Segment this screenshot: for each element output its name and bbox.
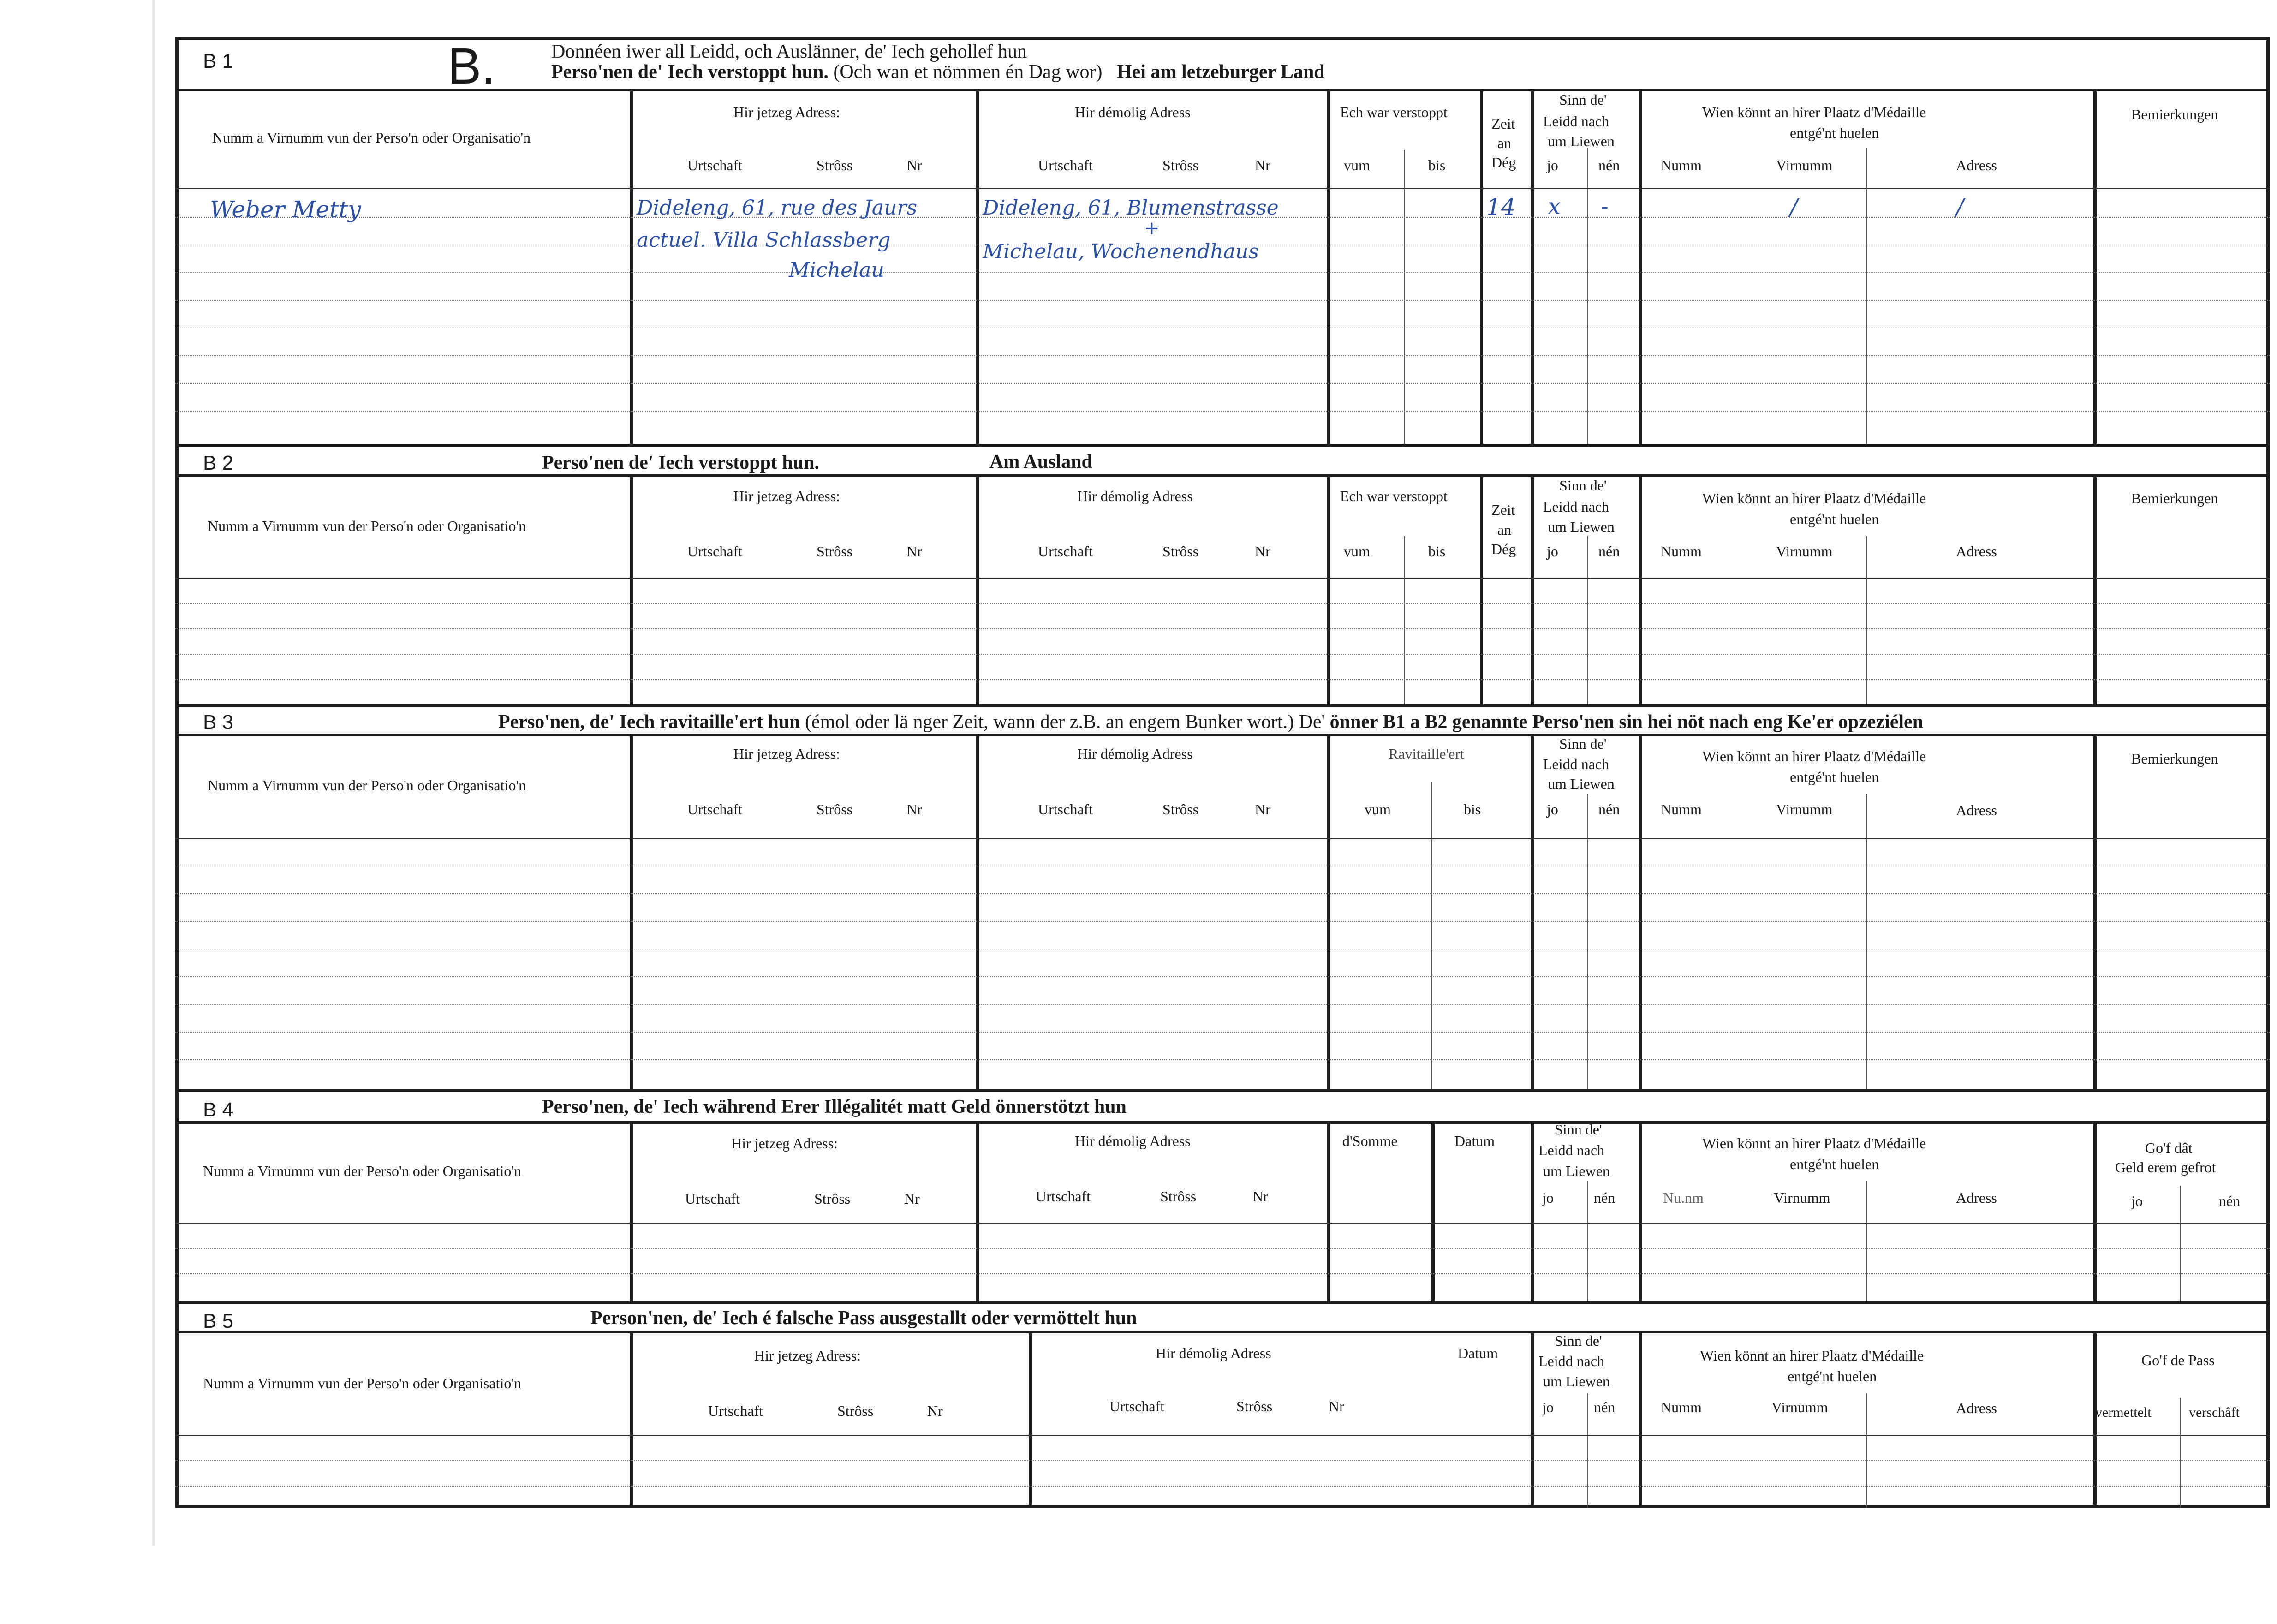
section-b1-title-line2 bbox=[551, 61, 1325, 83]
col-nen: nén bbox=[1594, 1399, 1615, 1415]
col-wien: entgé'nt huelen bbox=[1790, 511, 1879, 527]
col-numm: Numm bbox=[1661, 543, 1702, 560]
col-wien: Wien könnt an hirer Plaatz d'Médaille bbox=[1702, 1135, 1926, 1152]
entry-addr-then-plus: + bbox=[1144, 218, 1160, 239]
col-sinn: Sinn de' bbox=[1559, 477, 1607, 494]
col-stross: Strôss bbox=[1162, 543, 1199, 560]
col-stross: Strôss bbox=[817, 543, 853, 560]
col-sinn: Leidd nach bbox=[1538, 1142, 1605, 1158]
col-numm: Numm bbox=[1661, 157, 1702, 173]
col-zeit: Zeit bbox=[1491, 115, 1515, 132]
col-stross: Strôss bbox=[1162, 801, 1199, 818]
title-tail-normal: De' bbox=[1299, 711, 1325, 733]
col-addr-then-header: Hir démolig Adress bbox=[1077, 746, 1193, 762]
col-bemierkungen: Bemierkungen bbox=[2131, 106, 2218, 123]
entry-addr-now-line3: Michelau bbox=[789, 258, 884, 282]
section-id: B 2 bbox=[203, 452, 234, 474]
col-virnumm: Virnumm bbox=[1774, 1189, 1830, 1206]
entry-days: 14 bbox=[1486, 194, 1516, 221]
col-bemierkungen: Bemierkungen bbox=[2131, 490, 2218, 507]
col-sinn: Leidd nach bbox=[1543, 113, 1609, 130]
col-nr: Nr bbox=[1255, 801, 1270, 818]
col-sinn: Sinn de' bbox=[1559, 735, 1607, 752]
section-b3-header bbox=[175, 704, 2270, 736]
col-nr: Nr bbox=[1329, 1398, 1344, 1415]
entry-virnumm: / bbox=[1790, 194, 1798, 221]
col-name-header: Numm a Virnumm vun der Perso'n oder Organisatio'n bbox=[203, 1375, 522, 1391]
entry-addr-now-line1: Dideleng, 61, rue des Jaurs bbox=[637, 196, 918, 220]
col-sinn: um Liewen bbox=[1548, 519, 1615, 535]
section-id: B 3 bbox=[203, 711, 234, 734]
section-b5 bbox=[175, 1301, 2270, 1508]
col-nr: Nr bbox=[1255, 157, 1270, 173]
entry-adress: / bbox=[1956, 194, 1964, 221]
section-id: B 4 bbox=[203, 1099, 234, 1121]
col-sinn: Sinn de' bbox=[1559, 91, 1607, 108]
col-bis: bis bbox=[1464, 801, 1481, 818]
title-part-c: Hei am letzeburger Land bbox=[1117, 61, 1325, 83]
col-adress: Adress bbox=[1956, 157, 1997, 173]
col-addr-then-header: Hir démolig Adress bbox=[1075, 1133, 1191, 1149]
col-hidden-header: Ech war verstoppt bbox=[1340, 104, 1448, 120]
col-virnumm: Virnumm bbox=[1776, 801, 1833, 818]
entry-name: Weber Metty bbox=[210, 196, 361, 223]
col-vum: vum bbox=[1365, 801, 1391, 818]
col-zeit: Dég bbox=[1491, 154, 1516, 171]
col-sinn: um Liewen bbox=[1548, 133, 1615, 149]
paper-edge bbox=[152, 0, 155, 1546]
col-nen: nén bbox=[1598, 157, 1620, 173]
section-b3 bbox=[175, 704, 2270, 1089]
col-adress: Adress bbox=[1956, 543, 1997, 560]
col-sinn: Sinn de' bbox=[1555, 1121, 1602, 1138]
col-virnumm: Virnumm bbox=[1776, 157, 1833, 173]
col-nen: nén bbox=[1594, 1189, 1615, 1206]
col-hidden-header: Ech war verstoppt bbox=[1340, 488, 1448, 504]
col-nr: Nr bbox=[906, 543, 922, 560]
col-urtschaft: Urtschaft bbox=[708, 1403, 763, 1419]
entry-jo: x bbox=[1548, 193, 1561, 220]
section-id: B 1 bbox=[203, 50, 234, 72]
section-b4 bbox=[175, 1089, 2270, 1301]
col-virnumm: Virnumm bbox=[1776, 543, 1833, 560]
col-stross: Strôss bbox=[1162, 157, 1199, 173]
col-sinn: Sinn de' bbox=[1555, 1332, 1602, 1349]
col-somme: d'Somme bbox=[1342, 1133, 1398, 1149]
col-addr-now-header: Hir jetzeg Adress: bbox=[733, 104, 840, 120]
col-addr-then-header: Hir démolig Adress bbox=[1156, 1345, 1271, 1361]
col-jo: jo bbox=[1542, 1399, 1554, 1415]
col-sinn: Leidd nach bbox=[1543, 498, 1609, 515]
col-zeit: an bbox=[1497, 135, 1512, 151]
col-wien: entgé'nt huelen bbox=[1790, 769, 1879, 785]
col-wien: entgé'nt huelen bbox=[1790, 1156, 1879, 1172]
col-numm: Nu.nm bbox=[1663, 1189, 1704, 1206]
col-addr-now-header: Hir jetzeg Adress: bbox=[731, 1135, 838, 1152]
col-nr: Nr bbox=[1255, 543, 1270, 560]
col-datum: Datum bbox=[1458, 1345, 1498, 1361]
col-wien: Wien könnt an hirer Plaatz d'Médaille bbox=[1702, 490, 1926, 507]
col-sinn: um Liewen bbox=[1548, 776, 1615, 792]
col-urtschaft: Urtschaft bbox=[685, 1190, 740, 1207]
section-b2 bbox=[175, 444, 2270, 704]
section-b1-header bbox=[175, 37, 2270, 95]
col-name-header: Numm a Virnumm vun der Perso'n oder Organisatio'n bbox=[203, 1163, 522, 1179]
col-urtschaft: Urtschaft bbox=[1038, 801, 1093, 818]
title-part-a: Perso'nen de' Iech verstoppt hun. bbox=[551, 61, 829, 83]
col-urtschaft: Urtschaft bbox=[687, 157, 743, 173]
col-sinn: Leidd nach bbox=[1543, 756, 1609, 772]
col-adress: Adress bbox=[1956, 1400, 1997, 1416]
col-jo: jo bbox=[2131, 1193, 2143, 1209]
col-jo: jo bbox=[1542, 1189, 1554, 1206]
col-wien: entgé'nt huelen bbox=[1788, 1368, 1877, 1385]
col-urtschaft: Urtschaft bbox=[1038, 543, 1093, 560]
section-b1-title-line1: Donnéen iwer all Leidd, och Auslänner, de' Iech gehollef hun bbox=[551, 41, 1027, 62]
col-urtschaft: Urtschaft bbox=[1038, 157, 1093, 173]
col-nen: nén bbox=[1598, 801, 1620, 818]
col-bis: bis bbox=[1428, 543, 1446, 560]
col-addr-then-header: Hir démolig Adress bbox=[1077, 488, 1193, 504]
title-normal: (émol oder lä nger Zeit, wann der z.B. an engem Bunker wort.) bbox=[805, 711, 1294, 733]
entry-addr-then-line2: Michelau, Wochenendhaus bbox=[983, 240, 1259, 263]
col-vermettelt: vermettelt bbox=[2095, 1405, 2152, 1420]
col-stross: Strôss bbox=[814, 1190, 851, 1207]
col-stross: Strôss bbox=[817, 157, 853, 173]
col-wien: Wien könnt an hirer Plaatz d'Médaille bbox=[1702, 104, 1926, 120]
col-urtschaft: Urtschaft bbox=[1109, 1398, 1165, 1415]
col-gof-geld: Go'f dât bbox=[2145, 1140, 2193, 1156]
col-adress: Adress bbox=[1956, 802, 1997, 818]
col-jo: jo bbox=[1547, 543, 1558, 560]
col-verschaft: verschâft bbox=[2189, 1405, 2240, 1420]
col-stross: Strôss bbox=[837, 1403, 874, 1419]
col-sinn: um Liewen bbox=[1543, 1373, 1610, 1390]
section-b2-title: Perso'nen de' Iech verstoppt hun. bbox=[542, 452, 819, 473]
form-letter: B. bbox=[447, 38, 495, 95]
col-nen: nén bbox=[1598, 543, 1620, 560]
col-addr-now-header: Hir jetzeg Adress: bbox=[733, 488, 840, 504]
col-vum: vum bbox=[1344, 157, 1370, 173]
entry-addr-now-line2: actuel. Villa Schlassberg bbox=[637, 228, 891, 252]
col-sinn: Leidd nach bbox=[1538, 1353, 1605, 1369]
col-zeit: an bbox=[1497, 521, 1512, 538]
col-stross: Strôss bbox=[1160, 1188, 1197, 1205]
col-nr: Nr bbox=[906, 157, 922, 173]
col-stross: Strôss bbox=[1236, 1398, 1273, 1415]
entry-addr-then-line1: Dideleng, 61, Blumenstrasse bbox=[983, 196, 1279, 220]
section-b4-header bbox=[175, 1089, 2270, 1124]
col-jo: jo bbox=[1547, 157, 1558, 173]
col-wien: Wien könnt an hirer Plaatz d'Médaille bbox=[1700, 1347, 1924, 1364]
col-adress: Adress bbox=[1956, 1189, 1997, 1206]
col-wien: Wien könnt an hirer Plaatz d'Médaille bbox=[1702, 748, 1926, 764]
section-b5-title: Person'nen, de' Iech é falsche Pass ausgestallt oder vermöttelt hun bbox=[590, 1308, 1137, 1329]
col-jo: jo bbox=[1547, 801, 1558, 818]
col-wien: entgé'nt huelen bbox=[1790, 125, 1879, 141]
title-bold: Perso'nen, de' Iech ravitaille'ert hun bbox=[498, 711, 800, 733]
col-name-header: Numm a Virnumm vun der Perso'n oder Organisatio'n bbox=[212, 129, 531, 146]
col-nen: nén bbox=[2219, 1193, 2241, 1209]
section-b1 bbox=[175, 37, 2270, 444]
col-addr-now-header: Hir jetzeg Adress: bbox=[733, 746, 840, 762]
col-urtschaft: Urtschaft bbox=[687, 801, 743, 818]
col-bis: bis bbox=[1428, 157, 1446, 173]
col-ravitailleert: Ravitaille'ert bbox=[1389, 746, 1464, 762]
col-bemierkungen: Bemierkungen bbox=[2131, 750, 2218, 767]
section-id: B 5 bbox=[203, 1310, 234, 1332]
col-nr: Nr bbox=[904, 1190, 920, 1207]
col-datum: Datum bbox=[1454, 1133, 1495, 1149]
col-vum: vum bbox=[1344, 543, 1370, 560]
col-sinn: um Liewen bbox=[1543, 1163, 1610, 1179]
section-b4-title: Perso'nen, de' Iech während Erer Illégalitét matt Geld önnerstötzt hun bbox=[542, 1096, 1127, 1117]
col-numm: Numm bbox=[1661, 801, 1702, 818]
section-b3-title bbox=[498, 711, 1923, 733]
col-virnumm: Virnumm bbox=[1771, 1399, 1828, 1415]
col-nr: Nr bbox=[1252, 1188, 1268, 1205]
col-addr-now-header: Hir jetzeg Adress: bbox=[754, 1347, 861, 1364]
col-nr: Nr bbox=[927, 1403, 943, 1419]
section-b2-header bbox=[175, 444, 2270, 477]
section-b5-header bbox=[175, 1301, 2270, 1333]
col-stross: Strôss bbox=[817, 801, 853, 818]
col-nr: Nr bbox=[906, 801, 922, 818]
col-name-header: Numm a Virnumm vun der Perso'n oder Organisatio'n bbox=[208, 777, 526, 794]
col-addr-then-header: Hir démolig Adress bbox=[1075, 104, 1191, 120]
entry-nen: - bbox=[1601, 193, 1609, 220]
col-numm: Numm bbox=[1661, 1399, 1702, 1415]
section-b2-title2: Am Ausland bbox=[989, 451, 1092, 472]
title-tail: önner B1 a B2 genannte Perso'nen sin hei nöt nach eng Ke'er opzeziélen bbox=[1329, 711, 1924, 733]
col-gof-pass: Go'f de Pass bbox=[2141, 1352, 2215, 1368]
col-zeit: Dég bbox=[1491, 541, 1516, 557]
col-zeit: Zeit bbox=[1491, 502, 1515, 518]
col-urtschaft: Urtschaft bbox=[1036, 1188, 1091, 1205]
title-part-b: (Och wan et nömmen én Dag wor) bbox=[833, 61, 1103, 83]
col-gof-geld: Geld erem gefrot bbox=[2115, 1159, 2216, 1176]
col-urtschaft: Urtschaft bbox=[687, 543, 743, 560]
col-name-header: Numm a Virnumm vun der Perso'n oder Organisatio'n bbox=[208, 518, 526, 534]
